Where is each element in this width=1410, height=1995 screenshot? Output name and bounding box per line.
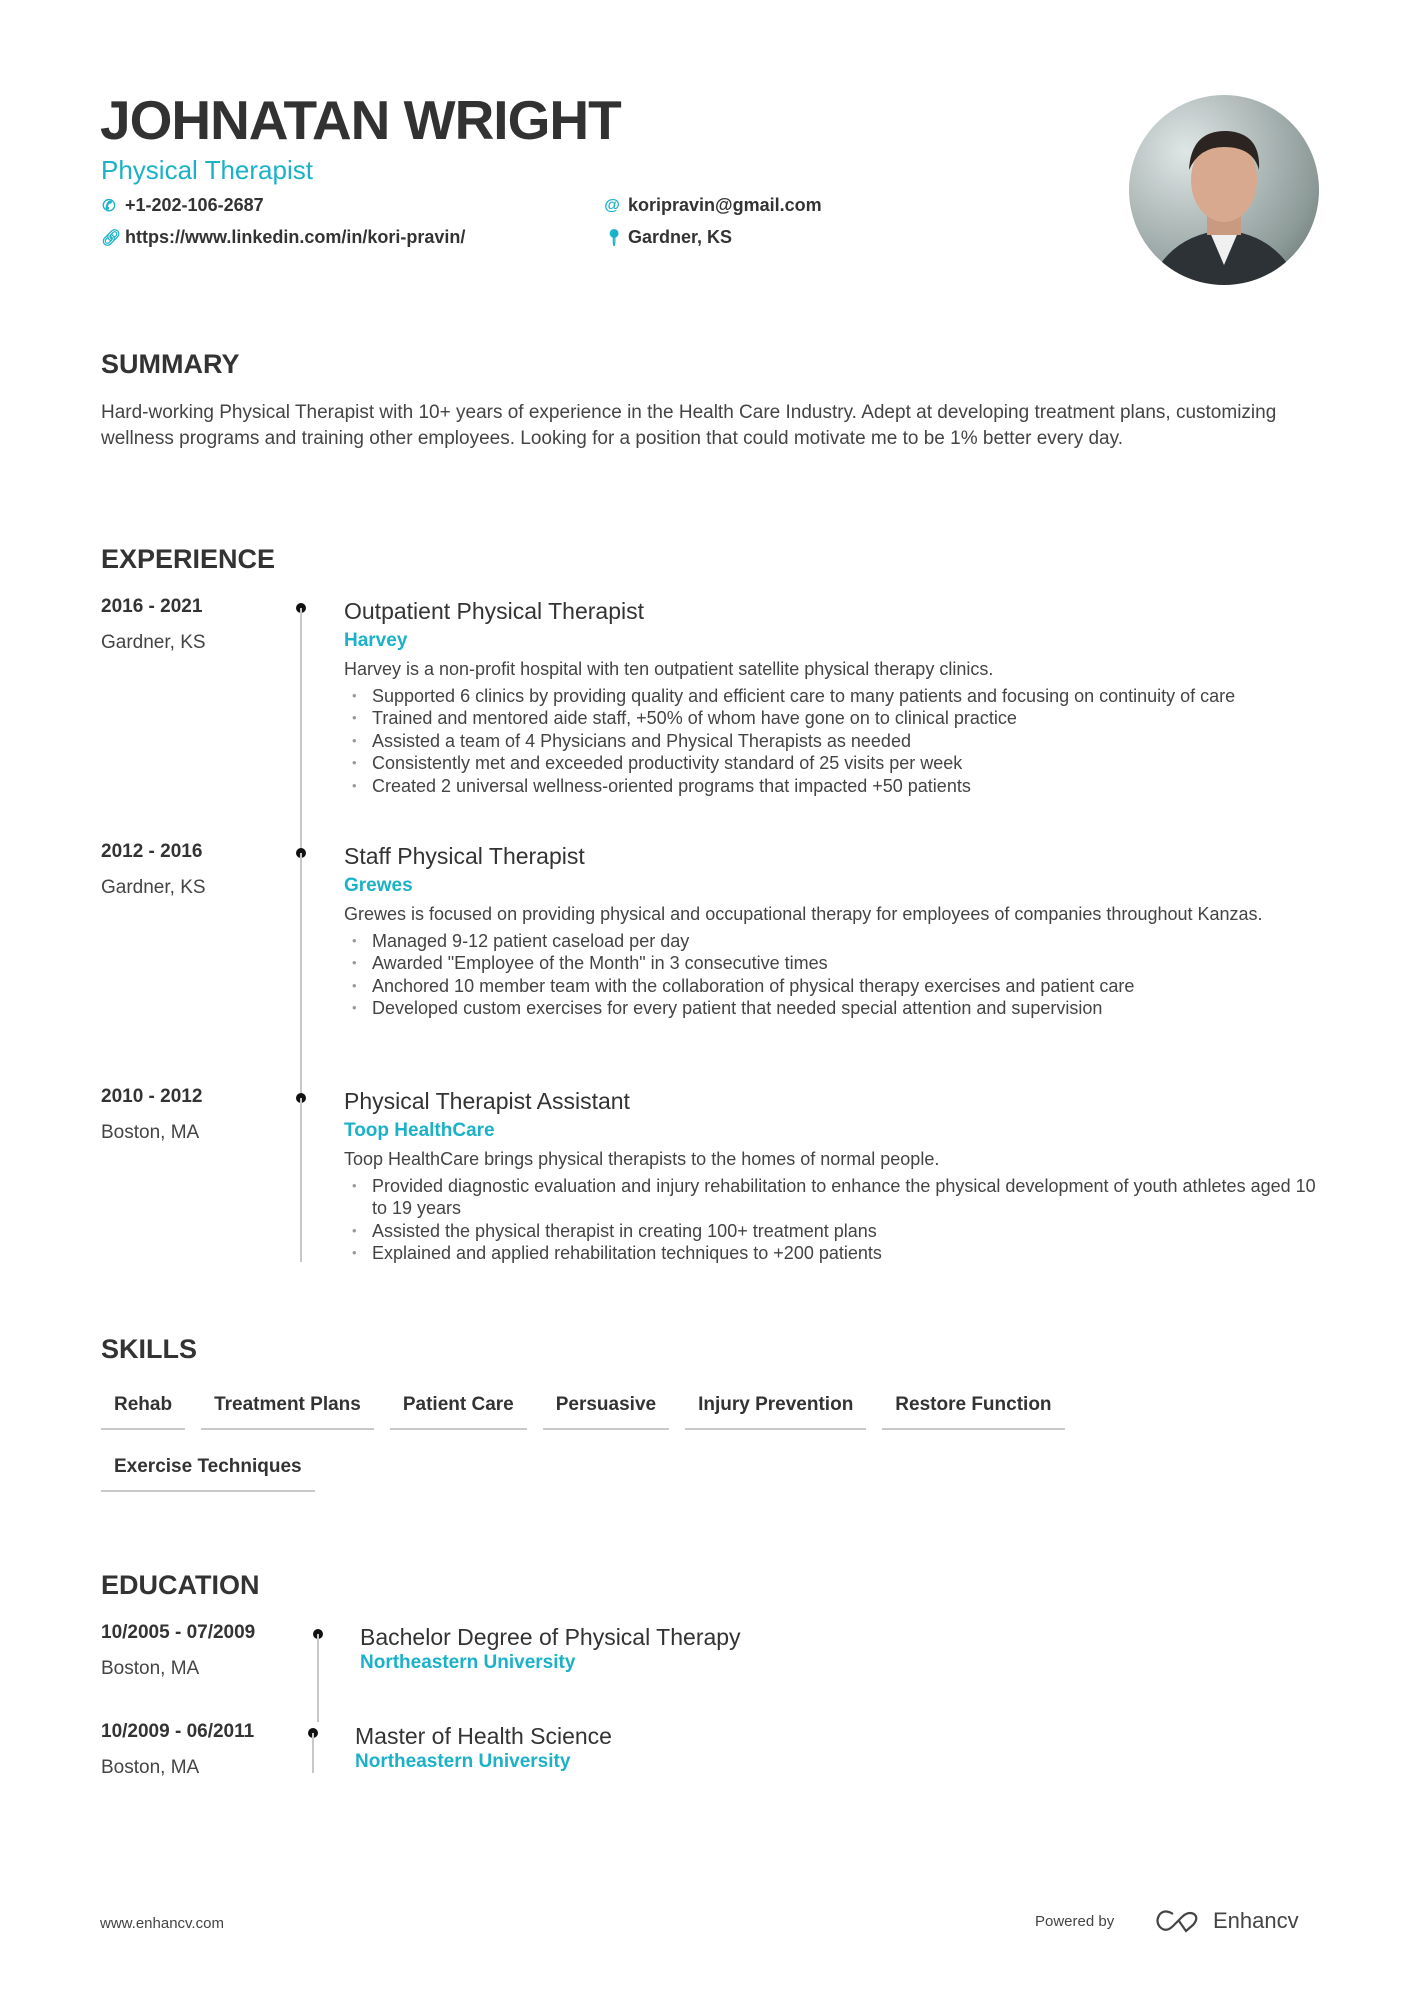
entry-content (360, 1622, 1345, 1676)
linkedin-link[interactable] (101, 227, 465, 248)
entry-dates: 2016 - 2021 (101, 596, 203, 617)
skill-tag: Persuasive (543, 1390, 669, 1430)
skill-tag: Restore Function (882, 1390, 1064, 1430)
entry-content (355, 1721, 1340, 1775)
skill-tag: Patient Care (390, 1390, 527, 1430)
degree: Bachelor Degree of Physical Therapy (360, 1624, 741, 1650)
skills-list (101, 1390, 1201, 1492)
entry-content (344, 1086, 1329, 1265)
phone (101, 195, 264, 216)
bullet-item: • Managed 9-12 patient caseload per day (344, 930, 1329, 953)
powered-by: Powered by (1035, 1913, 1115, 1930)
bullet-list (344, 685, 1329, 798)
location-text: Gardner, KS (628, 227, 733, 247)
entry-dates: 10/2005 - 07/2009 (101, 1622, 256, 1643)
bullet-item: • Consistently met and exceeded productivity standard of 25 visits per week (344, 752, 1329, 775)
entry-content (344, 841, 1329, 1020)
skill-tag: Exercise Techniques (101, 1452, 315, 1492)
skill-tag: Treatment Plans (201, 1390, 374, 1430)
timeline-line (300, 1098, 302, 1262)
bullet-list (344, 1175, 1329, 1265)
bullet-item: • Awarded "Employee of the Month" in 3 consecutive times (344, 952, 1329, 975)
experience-heading: EXPERIENCE (101, 544, 276, 574)
timeline-line (317, 1634, 319, 1722)
entry-title: Physical Therapist Assistant (344, 1088, 630, 1114)
entry-dates: 10/2009 - 06/2011 (101, 1721, 255, 1742)
entry-location: Boston, MA (101, 1757, 200, 1778)
linkedin-text[interactable]: https://www.linkedin.com/in/kori-pravin/ (125, 227, 466, 247)
candidate-name: JOHNATAN WRIGHT (100, 89, 621, 151)
timeline-line (300, 853, 302, 1098)
education-heading: EDUCATION (101, 1570, 260, 1600)
skills-heading: SKILLS (101, 1334, 198, 1364)
degree: Master of Health Science (355, 1723, 612, 1749)
at-icon: @ (604, 196, 620, 214)
entry-title: Staff Physical Therapist (344, 843, 585, 869)
entry-description: Toop HealthCare brings physical therapists to the homes of normal people. (344, 1149, 940, 1169)
entry-description: Harvey is a non-profit hospital with ten outpatient satellite physical therapy clinics. (344, 659, 994, 679)
entry-dates: 2012 - 2016 (101, 841, 203, 862)
timeline-line (300, 608, 302, 853)
bullet-item: • Created 2 universal wellness-oriented programs that impacted +50 patients (344, 775, 1329, 798)
bullet-item: • Assisted the physical therapist in creating 100+ treatment plans (344, 1220, 1329, 1243)
entry-dates: 2010 - 2012 (101, 1086, 203, 1107)
bullet-list (344, 930, 1329, 1020)
entry-location: Boston, MA (101, 1658, 200, 1679)
school[interactable]: Northeastern University (355, 1751, 571, 1772)
bullet-item: • Developed custom exercises for every patient that needed special attention and supervision (344, 997, 1329, 1020)
summary-heading: SUMMARY (101, 349, 240, 379)
timeline-line (312, 1733, 314, 1773)
bullet-item: • Assisted a team of 4 Physicians and Physical Therapists as needed (344, 730, 1329, 753)
enhancv-brand: Enhancv (1213, 1908, 1299, 1933)
enhancv-logo-icon (1155, 1909, 1201, 1933)
phone-text: +1-202-106-2687 (125, 195, 264, 215)
bullet-item: • Anchored 10 member team with the collaboration of physical therapy exercises and patient care (344, 975, 1329, 998)
bullet-item: • Supported 6 clinics by providing quality and efficient care to many patients and focusing on continuity of care (344, 685, 1329, 708)
profile-photo (1129, 95, 1319, 285)
entry-location: Boston, MA (101, 1122, 200, 1143)
enhancv-logo[interactable] (1155, 1908, 1299, 1934)
footer-website[interactable]: www.enhancv.com (100, 1915, 224, 1932)
email-text[interactable]: koripravin@gmail.com (628, 195, 822, 215)
bullet-item: • Explained and applied rehabilitation techniques to +200 patients (344, 1242, 1329, 1265)
entry-company[interactable]: Harvey (344, 630, 408, 651)
skill-tag: Injury Prevention (685, 1390, 866, 1430)
location (604, 227, 732, 248)
job-title: Physical Therapist (101, 155, 313, 185)
email[interactable] (604, 195, 822, 216)
entry-company[interactable]: Grewes (344, 875, 413, 896)
entry-location: Gardner, KS (101, 877, 206, 898)
skill-tag: Rehab (101, 1390, 185, 1430)
entry-description: Grewes is focused on providing physical and occupational therapy for employees of companies throughout Kanzas. (344, 904, 1263, 924)
school[interactable]: Northeastern University (360, 1652, 576, 1673)
bullet-item: • Provided diagnostic evaluation and injury rehabilitation to enhance the physical development of youth athletes aged 10 to 19 years (344, 1175, 1329, 1220)
summary-text: Hard-working Physical Therapist with 10+ years of experience in the Health Care Industry. Adept at developing treatment plans, customizing wellness programs and training other employees. Looking for a position that could motivate me to be 1% better every day. (101, 402, 1277, 449)
location-pin-icon: 📍︎ (604, 229, 625, 247)
entry-title: Outpatient Physical Therapist (344, 598, 645, 624)
entry-content (344, 596, 1329, 797)
bullet-item: • Trained and mentored aide staff, +50% of whom have gone on to clinical practice (344, 707, 1329, 730)
entry-company[interactable]: Toop HealthCare (344, 1120, 495, 1141)
phone-icon: ✆ (102, 197, 116, 215)
link-icon: 🔗︎ (101, 229, 122, 247)
entry-location: Gardner, KS (101, 632, 206, 653)
